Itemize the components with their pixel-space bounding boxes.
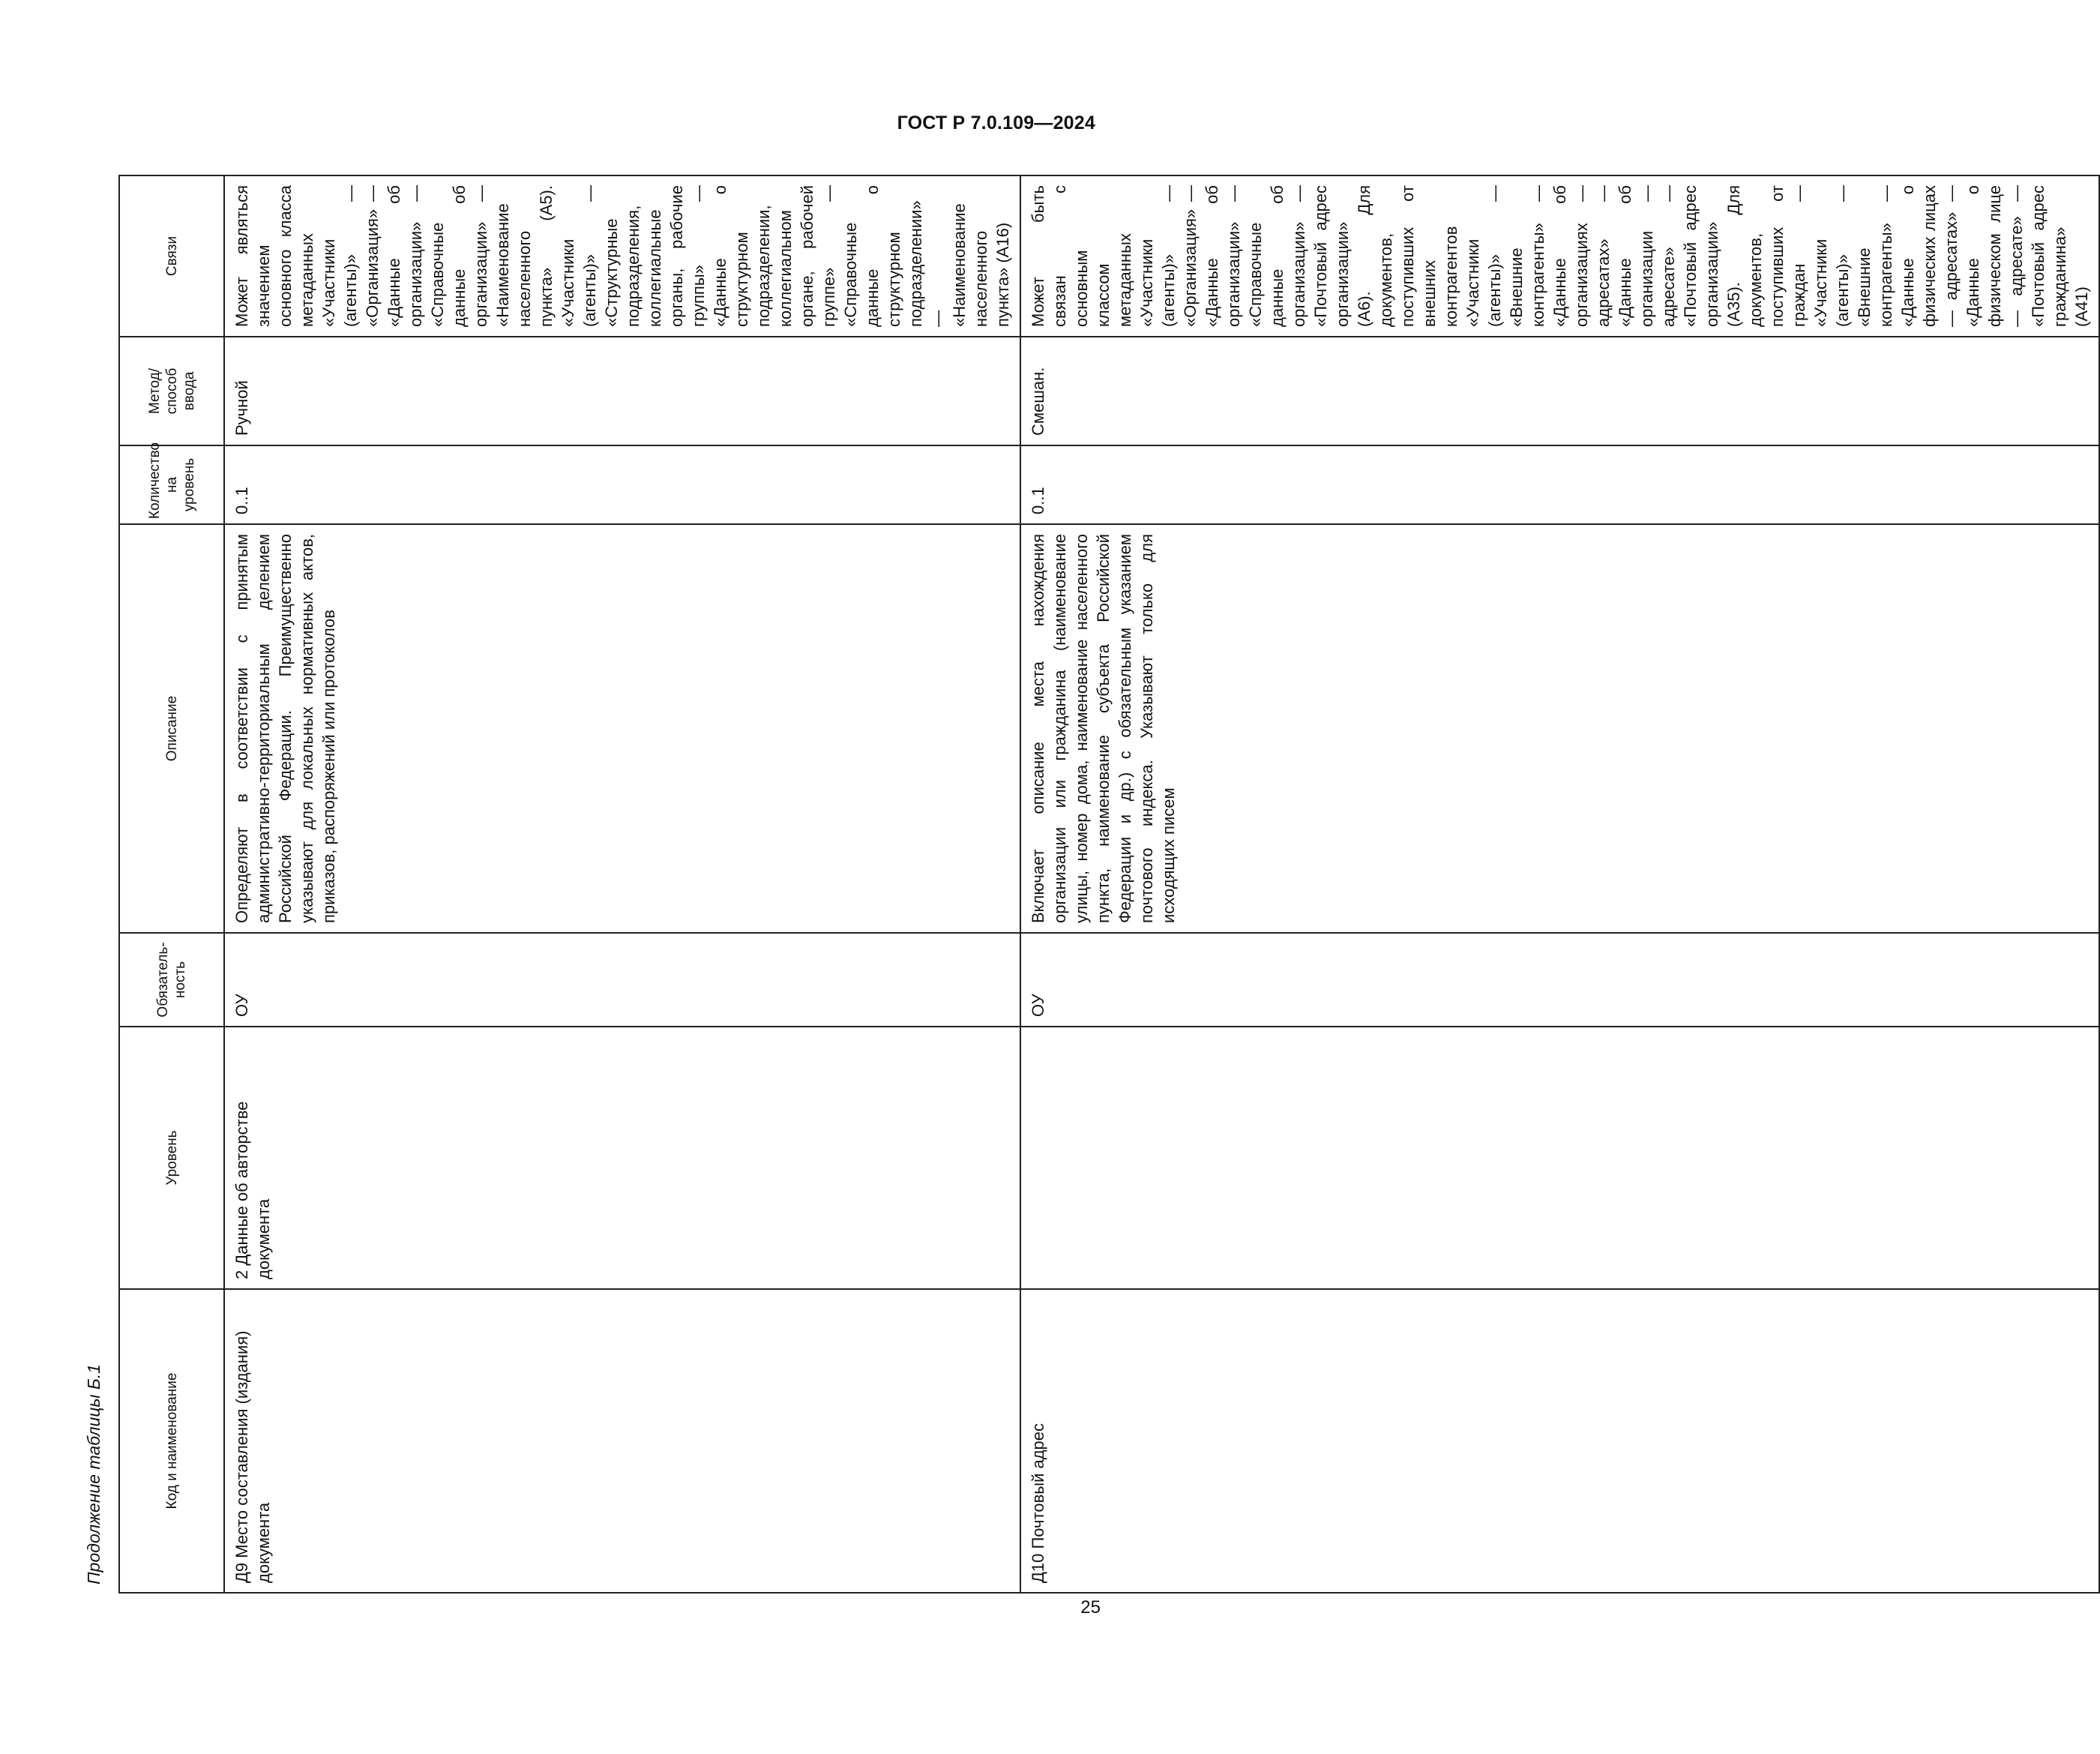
cell-quantity: 0..1 xyxy=(1020,445,2099,524)
cell-method: Ручной xyxy=(224,337,1020,445)
cell-quantity: 0..1 xyxy=(224,445,1020,524)
column-header-level: Уровень xyxy=(119,1027,224,1289)
table-header-row xyxy=(119,175,224,1593)
column-header-obligation: Обязатель- ность xyxy=(119,933,224,1027)
cell-code: Д9 Место составления (издания) документа xyxy=(224,1289,1020,1593)
column-header-code: Код и наименование xyxy=(119,1289,224,1593)
cell-obligation: ОУ xyxy=(1020,933,2099,1027)
table-row xyxy=(1020,175,2099,1593)
cell-links: Может быть связан с основным классом метаданных «Участники (агенты)» — «Организация» — «Данные об организации» — «Справочные данные об организации» — «Почтовый адрес организации» (А6). Для документов, поступивших от внешних контрагентов «Участники (агенты)» — «Внешние контрагенты» — «Данные об организациях — адресатах» — «Данные об организации — адресате» — «Почтовый адрес организации» (А35). Для документов, поступивших от граждан — «Участники (агенты)» — «Внешние контрагенты» — «Данные о физических лицах — адресатах» — «Данные о физическом лице — адресате» — «Почтовый адрес гражданина» (А41) xyxy=(1020,175,2099,337)
metadata-table xyxy=(118,175,2100,1594)
standard-designation: ГОСТ Р 7.0.109—2024 xyxy=(897,112,1095,133)
cell-description: Включает описание места нахождения организации или гражданина (наименование улицы, номер дома, наименование населенного пункта, наименование субъекта Российской Федерации и др.) с обязательным указанием почтового индекса. Указывают только для исходящих писем xyxy=(1020,524,2099,933)
column-header-description: Описание xyxy=(119,524,224,933)
column-header-quantity: Количество на уровень xyxy=(119,445,224,524)
cell-level xyxy=(1020,1027,2099,1289)
cell-description: Определяют в соответствии с принятым административно-территориальным делением Российской Федерации. Преимущественно указывают для локальных нормативных актов, приказов, распоряжений или протоколов xyxy=(224,524,1020,933)
cell-code: Д10 Почтовый адрес xyxy=(1020,1289,2099,1593)
rotated-table-block xyxy=(79,176,2091,1594)
cell-links: Может являться значением основного класса метаданных «Участники (агенты)» — «Организация» — «Данные об организации» — «Справочные данные об организации» — «Наименование населенного пункта» (А5). «Участники (агенты)» — «Структурные подразделения, коллегиальные органы, рабочие группы» — «Данные о структурном подразделении, коллегиальном органе, рабочей группе» — «Справочные данные о структурном подразделении» — «Наименование населенного пункта» (А16) xyxy=(224,175,1020,337)
cell-level: 2 Данные об авторстве документа xyxy=(224,1027,1020,1289)
table-caption: Продолжение таблицы Б.1 xyxy=(84,1364,103,1585)
page-number: 25 xyxy=(1080,1597,1101,1618)
cell-obligation: ОУ xyxy=(224,933,1020,1027)
table-row xyxy=(224,175,1020,1593)
column-header-links: Связи xyxy=(119,175,224,337)
column-header-method: Метод/ способ ввода xyxy=(119,337,224,445)
cell-method: Смешан. xyxy=(1020,337,2099,445)
